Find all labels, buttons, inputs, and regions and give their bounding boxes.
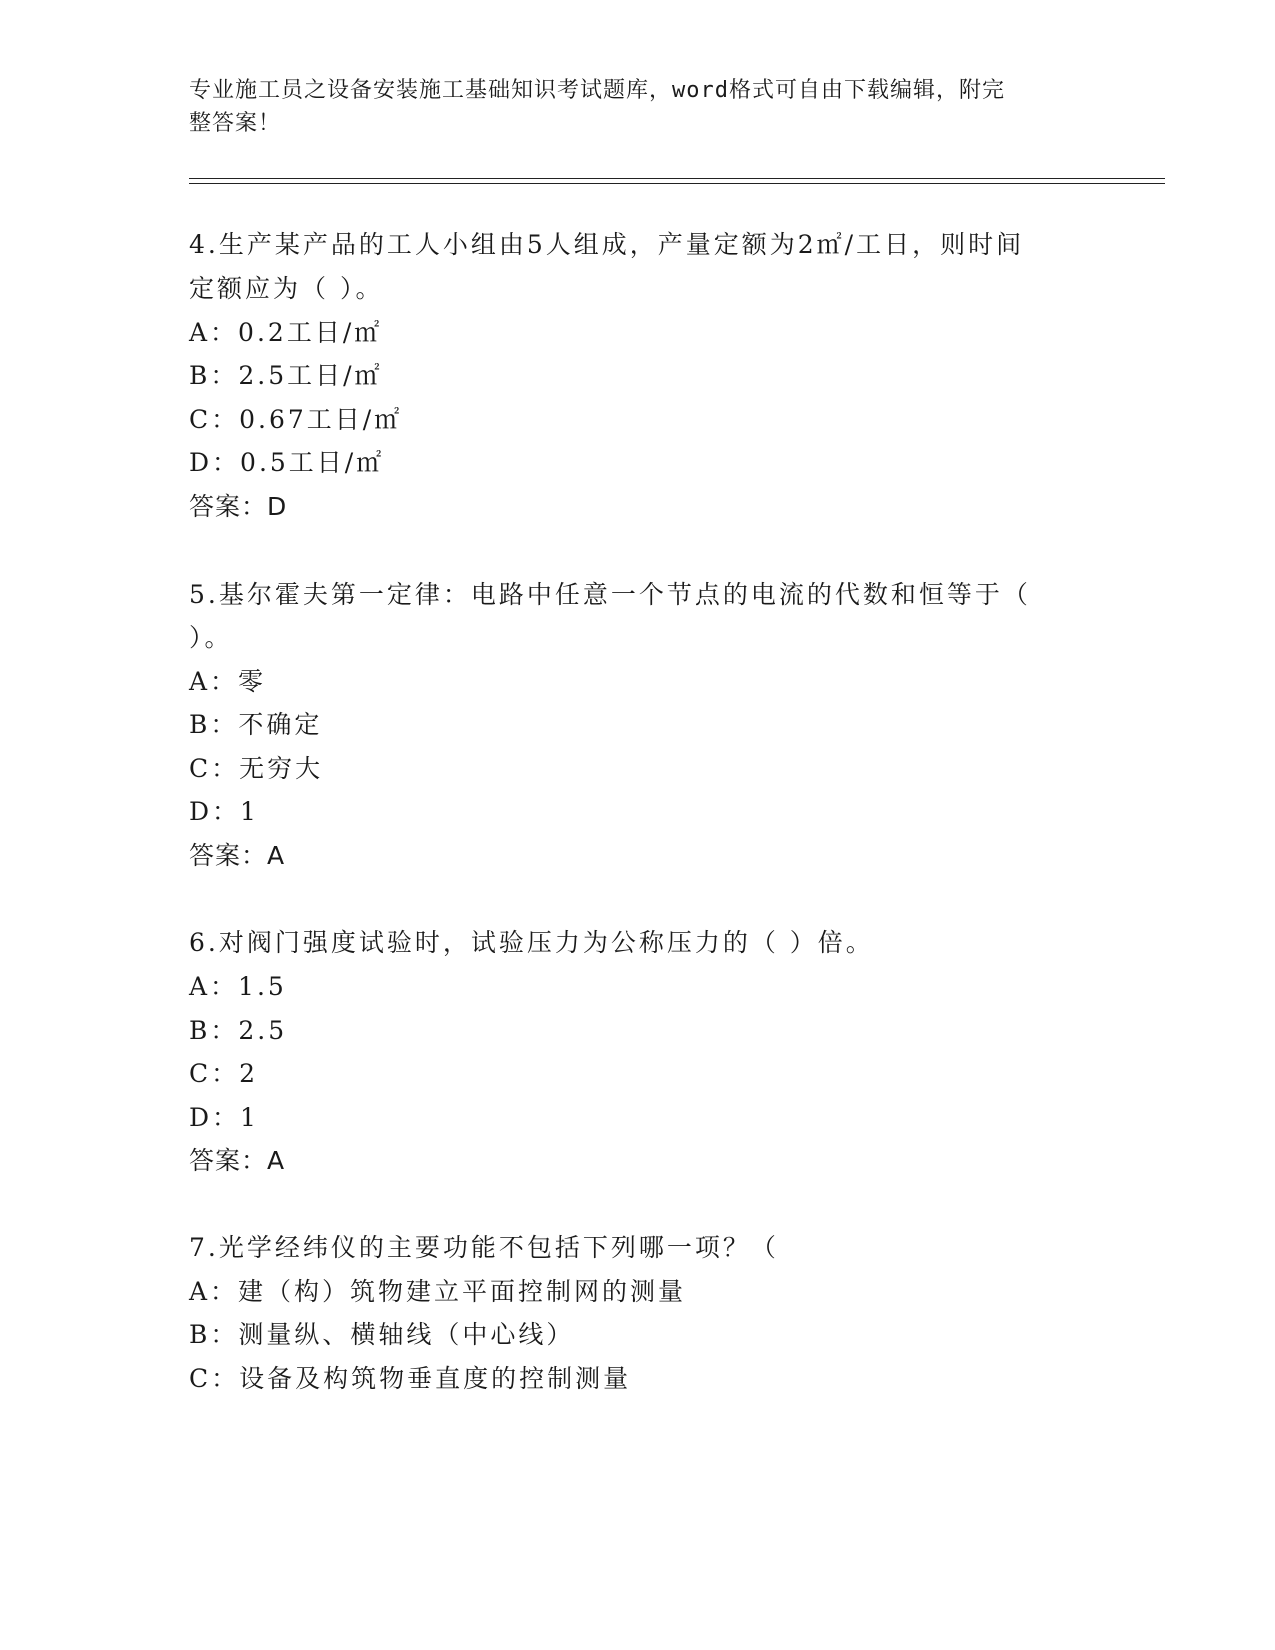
question-stem-line-1: 7.光学经纬仪的主要功能不包括下列哪一项？（ [189, 1233, 779, 1262]
option-a: A：1.5 [189, 972, 287, 1001]
document-header [189, 74, 1069, 140]
question-stem-line-2: ）。 [189, 623, 233, 652]
header-divider-top [189, 178, 1165, 179]
question-stem-line-1: 4.生产某产品的工人小组由5人组成，产量定额为2㎡/工日，则时间 [189, 230, 1025, 259]
option-b: B：2.5工日/㎡ [189, 361, 383, 390]
option-b: B：不确定 [189, 710, 323, 739]
option-d: D：1 [189, 1103, 259, 1132]
answer: 答案：D [189, 492, 288, 521]
option-d: D：1 [189, 797, 259, 826]
option-b: B：测量纵、横轴线（中心线） [189, 1320, 575, 1349]
question-stem-line-2: 定额应为（ ）。 [189, 274, 384, 303]
option-c: C：无穷大 [189, 754, 324, 783]
question-stem-line-1: 6.对阀门强度试验时，试验压力为公称压力的（ ）倍。 [189, 928, 874, 957]
header-line-1: 专业施工员之设备安装施工基础知识考试题库，word格式可自由下载编辑，附完 [189, 78, 1005, 103]
option-c: C：设备及构筑物垂直度的控制测量 [189, 1364, 632, 1393]
option-c: C：2 [189, 1059, 259, 1088]
option-b: B：2.5 [189, 1016, 288, 1045]
question-stem-line-1: 5.基尔霍夫第一定律：电路中任意一个节点的电流的代数和恒等于（ [189, 580, 1031, 609]
option-a: A：建（构）筑物建立平面控制网的测量 [189, 1277, 687, 1306]
option-c: C：0.67工日/㎡ [189, 405, 403, 434]
option-a: A：零 [189, 667, 267, 696]
option-d: D：0.5工日/㎡ [189, 448, 385, 477]
header-divider-bottom [189, 183, 1165, 184]
option-a: A：0.2工日/㎡ [189, 318, 383, 347]
answer: 答案：A [189, 841, 286, 870]
header-line-2: 整答案！ [189, 111, 282, 136]
answer: 答案：A [189, 1146, 286, 1175]
